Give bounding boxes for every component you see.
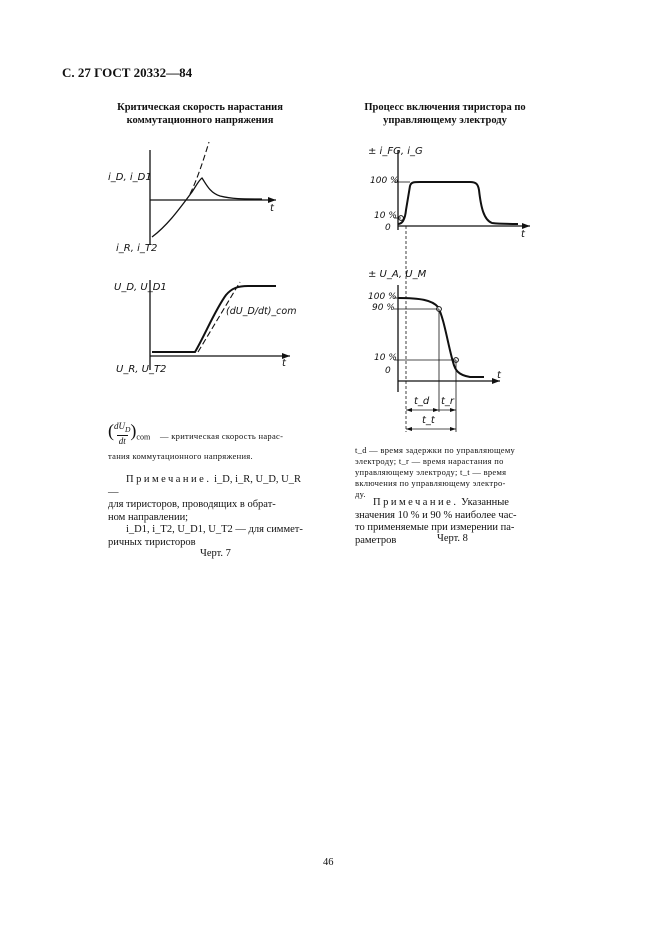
fig8-graph2-zero-label: 0: [385, 366, 391, 376]
fig7-caption: Черт. 7: [200, 548, 231, 559]
fig7-graph1-ylabel-bottom: i_R, i_T2: [116, 243, 158, 254]
fig8-graph2-xlabel: t: [497, 370, 501, 381]
right-title-line-2: управляющему электроду: [383, 115, 507, 126]
fig7-graph2-ylabel-top: U_D, U_D1: [114, 282, 167, 293]
fig7-note-label: Примечание.: [126, 474, 212, 485]
left-title-line-2: коммутационного напряжения: [126, 115, 274, 126]
fig8-legend-line-2: электроду; t_r — время нарастания по: [355, 456, 504, 466]
fig7-legend-line-1: — критическая скорость нарас-: [160, 431, 284, 441]
formula-numerator: dU: [114, 421, 125, 431]
fig8-note-line-3: то применяемые при измерении па-: [355, 522, 515, 533]
fig8-td-label: t_d: [414, 396, 430, 407]
fig7-graph2-xlabel: t: [282, 358, 286, 369]
fig8-legend-line-5: ду.: [355, 489, 366, 499]
formula-numerator-sub: D: [125, 424, 131, 434]
fig7-graph1-xlabel: t: [270, 203, 274, 214]
fig8-note-line-4: раметров: [355, 534, 397, 546]
right-title-line-1: Процесс включения тиристора по: [364, 102, 526, 113]
fig8-graph1-10pct-label: 10 %: [374, 211, 397, 221]
fig8-graph1-zero-label: 0: [385, 223, 391, 233]
fig8-graph2-90pct-label: 90 %: [372, 303, 395, 313]
fig8-legend-line-3: управляющему электроду; t_t — время: [355, 467, 507, 477]
fig8-tt-label: t_t: [422, 415, 435, 426]
page-header: С. 27 ГОСТ 20332—84: [62, 65, 193, 80]
fig8-graph2-10pct-label: 10 %: [374, 353, 397, 363]
fig7-note-line-1: i_D, i_R, U_D, U_R —: [108, 474, 302, 498]
fig8-graph1-100pct-label: 100 %: [370, 176, 399, 186]
fig7-legend-line-2: тания коммутационного напряжения.: [108, 451, 253, 461]
fig7-note-line-4: i_D1, i_T2, U_D1, U_T2 — для симмет-: [126, 524, 303, 535]
fig7-note-line-5: ричных тиристоров: [108, 536, 196, 548]
fig7-graph1-ylabel-top: i_D, i_D1: [108, 172, 152, 183]
fig8-tr-label: t_r: [441, 396, 455, 407]
page-number: 46: [323, 857, 334, 868]
fig8-graph2-ylabel: ± U_A, U_M: [368, 269, 427, 280]
fig8-note-line-1: Указанные: [461, 497, 509, 508]
formula-denominator: dt: [118, 435, 126, 446]
fig8-graph1-xlabel: t: [521, 229, 525, 240]
fig8-caption: Черт. 8: [437, 533, 468, 544]
fig7-note-line-2: для тиристоров, проводящих в обрат-: [108, 499, 276, 510]
fig8-graph1-ylabel: ± i_FG, i_G: [368, 146, 423, 157]
fig8-graph1-gate-pulse: [398, 182, 518, 224]
left-title-line-1: Критическая скорость нарастания: [117, 102, 283, 113]
fig8-legend: [355, 445, 555, 500]
fig8-legend-line-4: включения по управляющему электро-: [355, 478, 506, 488]
fig8-note-label: Примечание.: [373, 497, 459, 508]
fig7-formula: ($dU_D$ $dt)_{com}$: [108, 420, 151, 446]
fig8-graph2-100pct-label: 100 %: [368, 292, 397, 302]
fig7-graph2-ylabel-bottom: U_R, U_T2: [116, 364, 167, 375]
fig7-graph2-annotation: (dU_D/dt)_com: [226, 306, 297, 317]
formula-com: com: [136, 432, 151, 442]
fig8-note-line-2: значения 10 % и 90 % наиболее час-: [355, 509, 517, 521]
fig8-legend-line-1: t_d — время задержки по управляющему: [355, 445, 516, 455]
fig7-note-line-3: ном направлении;: [108, 511, 189, 523]
